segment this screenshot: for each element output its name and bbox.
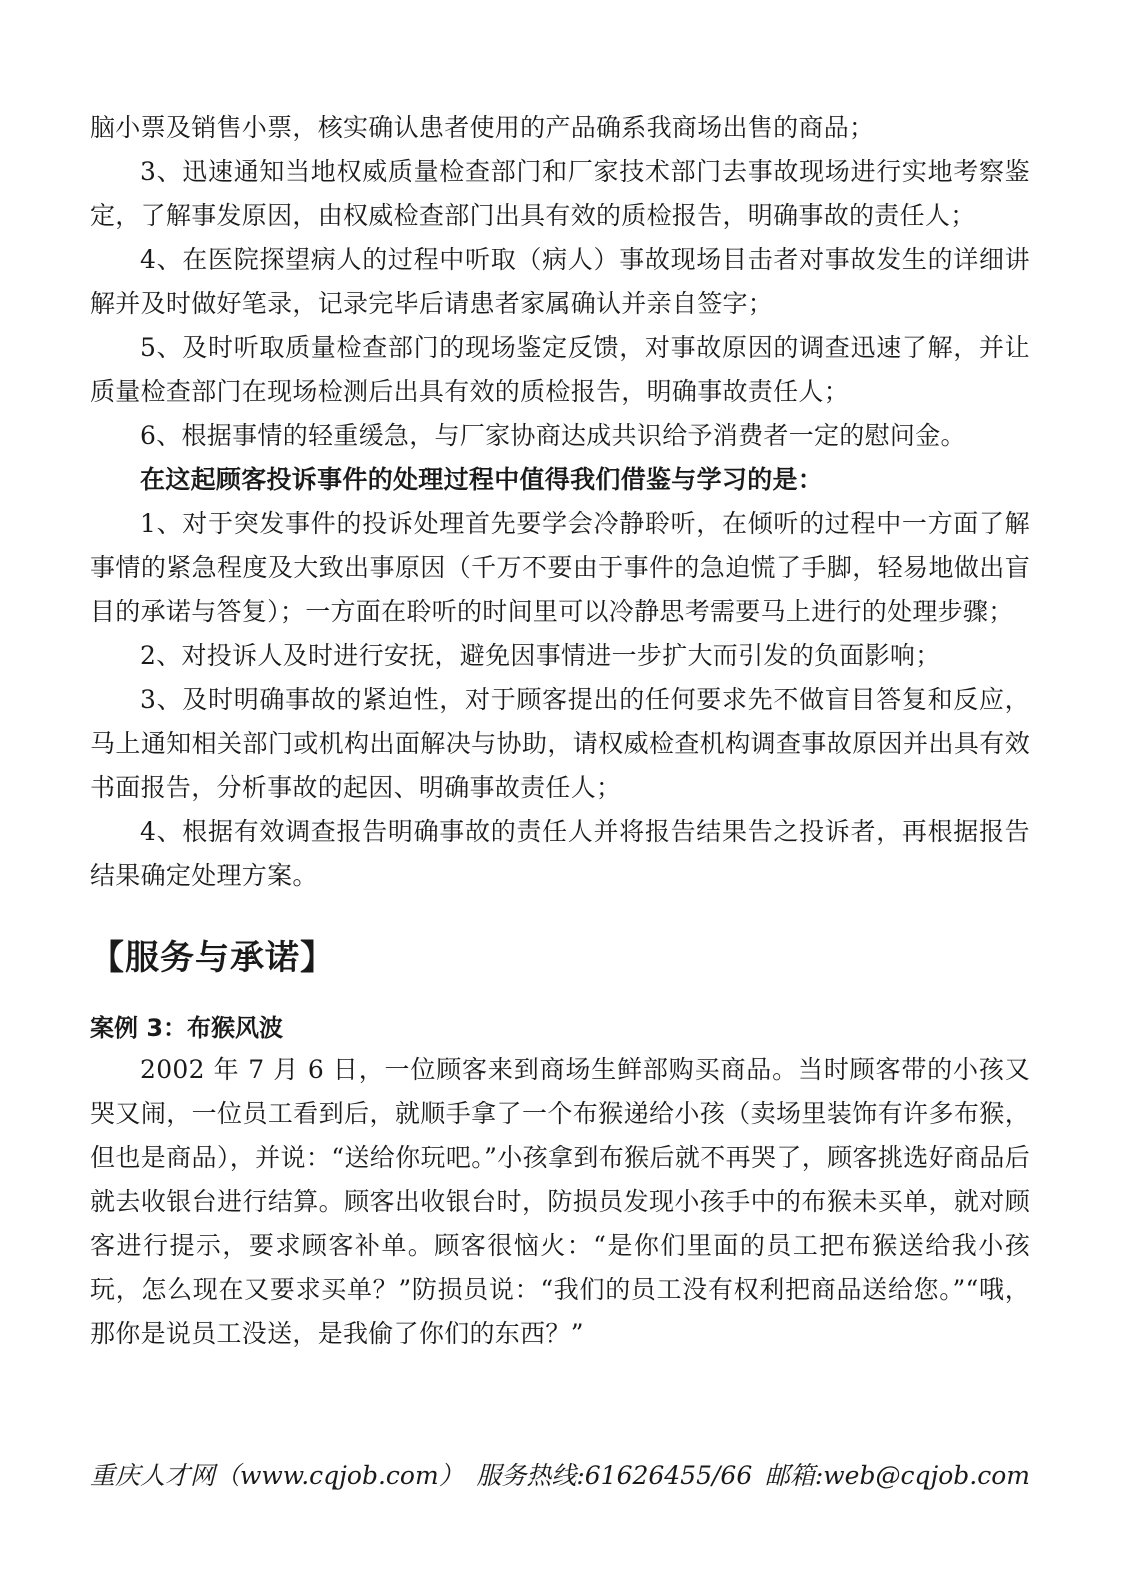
paragraph-continuation: 脑小票及销售小票，核实确认患者使用的产品确系我商场出售的商品； <box>90 113 875 142</box>
lesson-2: 2、对投诉人及时进行安抚，避免因事情进一步扩大而引发的负面影响； <box>140 641 941 670</box>
footer-email: 邮箱:web@cqjob.com <box>764 1461 1030 1490</box>
paragraph-step-4: 4、在医院探望病人的过程中听取（病人）事故现场目击者对事故发生的详细讲解并及时做好笔录，记录完毕后请患者家属确认并亲自签字； <box>90 245 1030 318</box>
paragraph-step-5: 5、及时听取质量检查部门的现场鉴定反馈，对事故原因的调查迅速了解，并让质量检查部门在现场检测后出具有效的质检报告，明确事故责任人； <box>90 333 1030 406</box>
lessons-heading: 在这起顾客投诉事件的处理过程中值得我们借鉴与学习的是： <box>140 465 824 494</box>
paragraph-step-3: 3、迅速通知当地权威质量检查部门和厂家技术部门去事故现场进行实地考察鉴定，了解事发原因，由权威检查部门出具有效的质检报告，明确事故的责任人； <box>90 157 1030 230</box>
page-footer <box>90 1456 1030 1496</box>
paragraph-step-6: 6、根据事情的轻重缓急，与厂家协商达成共识给予消费者一定的慰问金。 <box>140 421 966 450</box>
document-page <box>90 106 1030 1356</box>
lesson-1: 1、对于突发事件的投诉处理首先要学会冷静聆听，在倾听的过程中一方面了解事情的紧急程度及大致出事原因（千万不要由于事件的急迫慌了手脚，轻易地做出盲目的承诺与答复）；一方面在聆听的时间里可以冷静思考需要马上进行的处理步骤； <box>90 509 1030 626</box>
footer-hotline: 服务热线:61626455/66 <box>476 1461 753 1490</box>
section-title: 【服务与承诺】 <box>90 938 335 978</box>
footer-site: 重庆人才网（www.cqjob.com） <box>90 1461 464 1490</box>
lesson-4: 4、根据有效调查报告明确事故的责任人并将报告结果告之投诉者，再根据报告结果确定处理方案。 <box>90 817 1030 890</box>
lesson-3: 3、及时明确事故的紧迫性，对于顾客提出的任何要求先不做盲目答复和反应，马上通知相关部门或机构出面解决与协助，请权威检查机构调查事故原因并出具有效书面报告，分析事故的起因、明确事故责任人； <box>90 685 1030 802</box>
case-paragraph: 2002 年 7 月 6 日，一位顾客来到商场生鲜部购买商品。当时顾客带的小孩又哭又闹，一位员工看到后，就顺手拿了一个布猴递给小孩（卖场里装饰有许多布猴，但也是商品），并说：“送给你玩吧。”小孩拿到布猴后就不再哭了，顾客挑选好商品后就去收银台进行结算。顾客出收银台时，防损员发现小孩手中的布猴未买单，就对顾客进行提示，要求顾客补单。顾客很恼火：“是你们里面的员工把布猴送给我小孩玩，怎么现在又要求买单？”防损员说：“我们的员工没有权利把商品送给您。”“哦，那你是说员工没送，是我偷了你们的东西？” <box>90 1055 1030 1348</box>
case-title: 案例 3：布猴风波 <box>90 1014 284 1042</box>
